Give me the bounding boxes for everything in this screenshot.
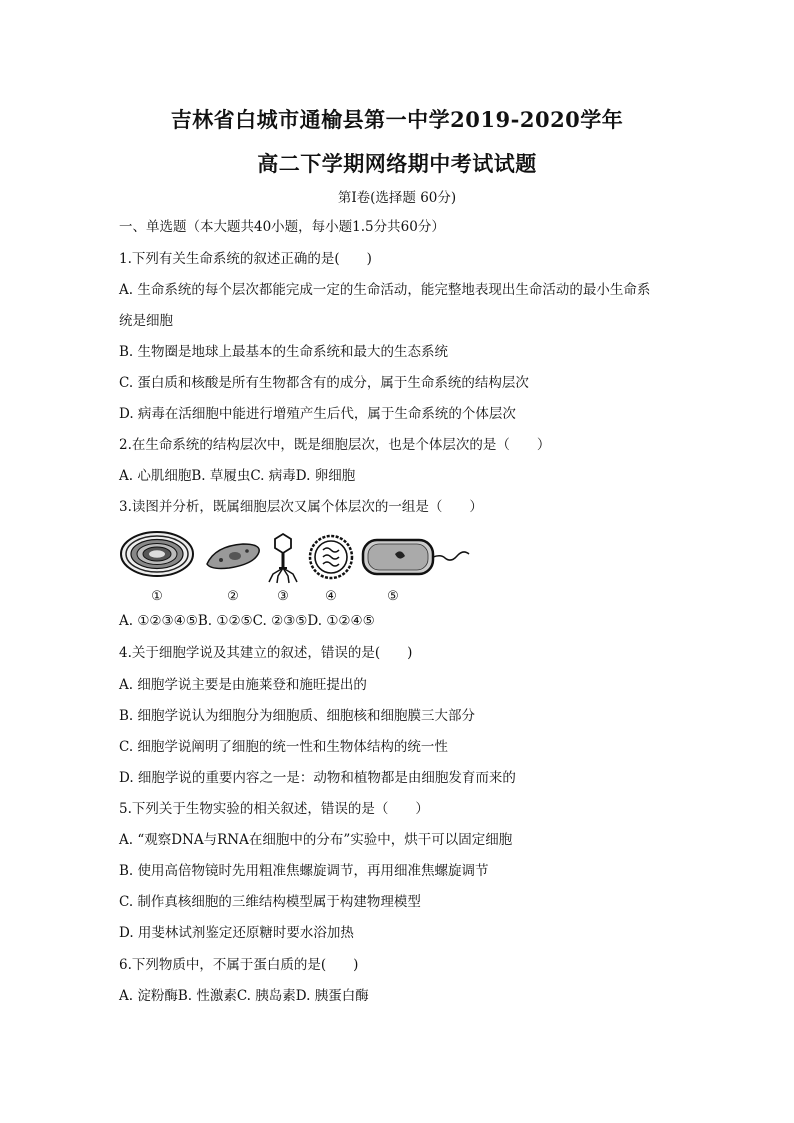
figure-label-2: ② <box>227 589 239 604</box>
question-1-option-c: C. 蛋白质和核酸是所有生物都含有的成分，属于生命系统的结构层次 <box>119 375 529 391</box>
question-1-stem: 1.下列有关生命系统的叙述正确的是( ) <box>119 251 372 267</box>
figure-item-5 <box>363 540 469 604</box>
question-3-stem: 3.读图并分析，既属细胞层次又属个体层次的一组是（ ） <box>119 499 483 515</box>
organism-figure <box>119 530 479 606</box>
question-2-options: A. 心肌细胞B. 草履虫C. 病毒D. 卵细胞 <box>119 468 356 484</box>
figure-label-5: ⑤ <box>387 589 399 604</box>
question-2-stem: 2.在生命系统的结构层次中，既是细胞层次，也是个体层次的是（ ） <box>119 437 551 453</box>
figure-item-1 <box>121 532 193 604</box>
question-1-option-d: D. 病毒在活细胞中能进行增殖产生后代，属于生命系统的个体层次 <box>119 406 516 422</box>
question-5-option-c: C. 制作真核细胞的三维结构模型属于构建物理模型 <box>119 894 421 910</box>
question-1-option-a: A. 生命系统的每个层次都能完成一定的生命活动，能完整地表现出生命活动的最小生命系 <box>119 282 651 298</box>
figure-label-1: ① <box>151 589 163 604</box>
document-title-line2: 高二下学期网络期中考试试题 <box>257 151 537 176</box>
volume-label: 第I卷(选择题 60分) <box>337 190 457 206</box>
question-4-option-a: A. 细胞学说主要是由施莱登和施旺提出的 <box>119 677 367 693</box>
question-4-option-c: C. 细胞学说阐明了细胞的统一性和生物体结构的统一性 <box>119 739 448 755</box>
question-5-option-d: D. 用斐林试剂鉴定还原糖时要水浴加热 <box>119 925 354 941</box>
figure-item-3 <box>269 534 297 604</box>
question-5-option-b: B. 使用高倍物镜时先用粗准焦螺旋调节，再用细准焦螺旋调节 <box>119 863 489 879</box>
question-5-stem: 5.下列关于生物实验的相关叙述，错误的是（ ） <box>119 801 429 817</box>
figure-item-2 <box>207 544 259 604</box>
question-3-options: A. ①②③④⑤B. ①②⑤C. ②③⑤D. ①②④⑤ <box>119 613 375 629</box>
figure-label-4: ④ <box>325 589 337 604</box>
question-6-stem: 6.下列物质中，不属于蛋白质的是( ) <box>119 957 359 973</box>
question-5-option-a: A. “观察DNA与RNA在细胞中的分布”实验中，烘干可以固定细胞 <box>119 832 513 848</box>
question-4-stem: 4.关于细胞学说及其建立的叙述，错误的是( ) <box>119 645 413 661</box>
section-heading: 一、单选题（本大题共40小题，每小题1.5分共60分） <box>119 219 445 235</box>
question-6-options: A. 淀粉酶B. 性激素C. 胰岛素D. 胰蛋白酶 <box>119 988 369 1004</box>
figure-label-3: ③ <box>277 589 289 604</box>
figure-item-4 <box>310 536 352 604</box>
question-1-option-b: B. 生物圈是地球上最基本的生命系统和最大的生态系统 <box>119 344 449 360</box>
question-4-option-b: B. 细胞学说认为细胞分为细胞质、细胞核和细胞膜三大部分 <box>119 708 476 724</box>
document-title-line1: 吉林省白城市通榆县第一中学2019-2020学年 <box>170 107 624 132</box>
question-1-option-a-cont: 统是细胞 <box>119 313 173 329</box>
question-4-option-d: D. 细胞学说的重要内容之一是：动物和植物都是由细胞发育而来的 <box>119 770 516 786</box>
